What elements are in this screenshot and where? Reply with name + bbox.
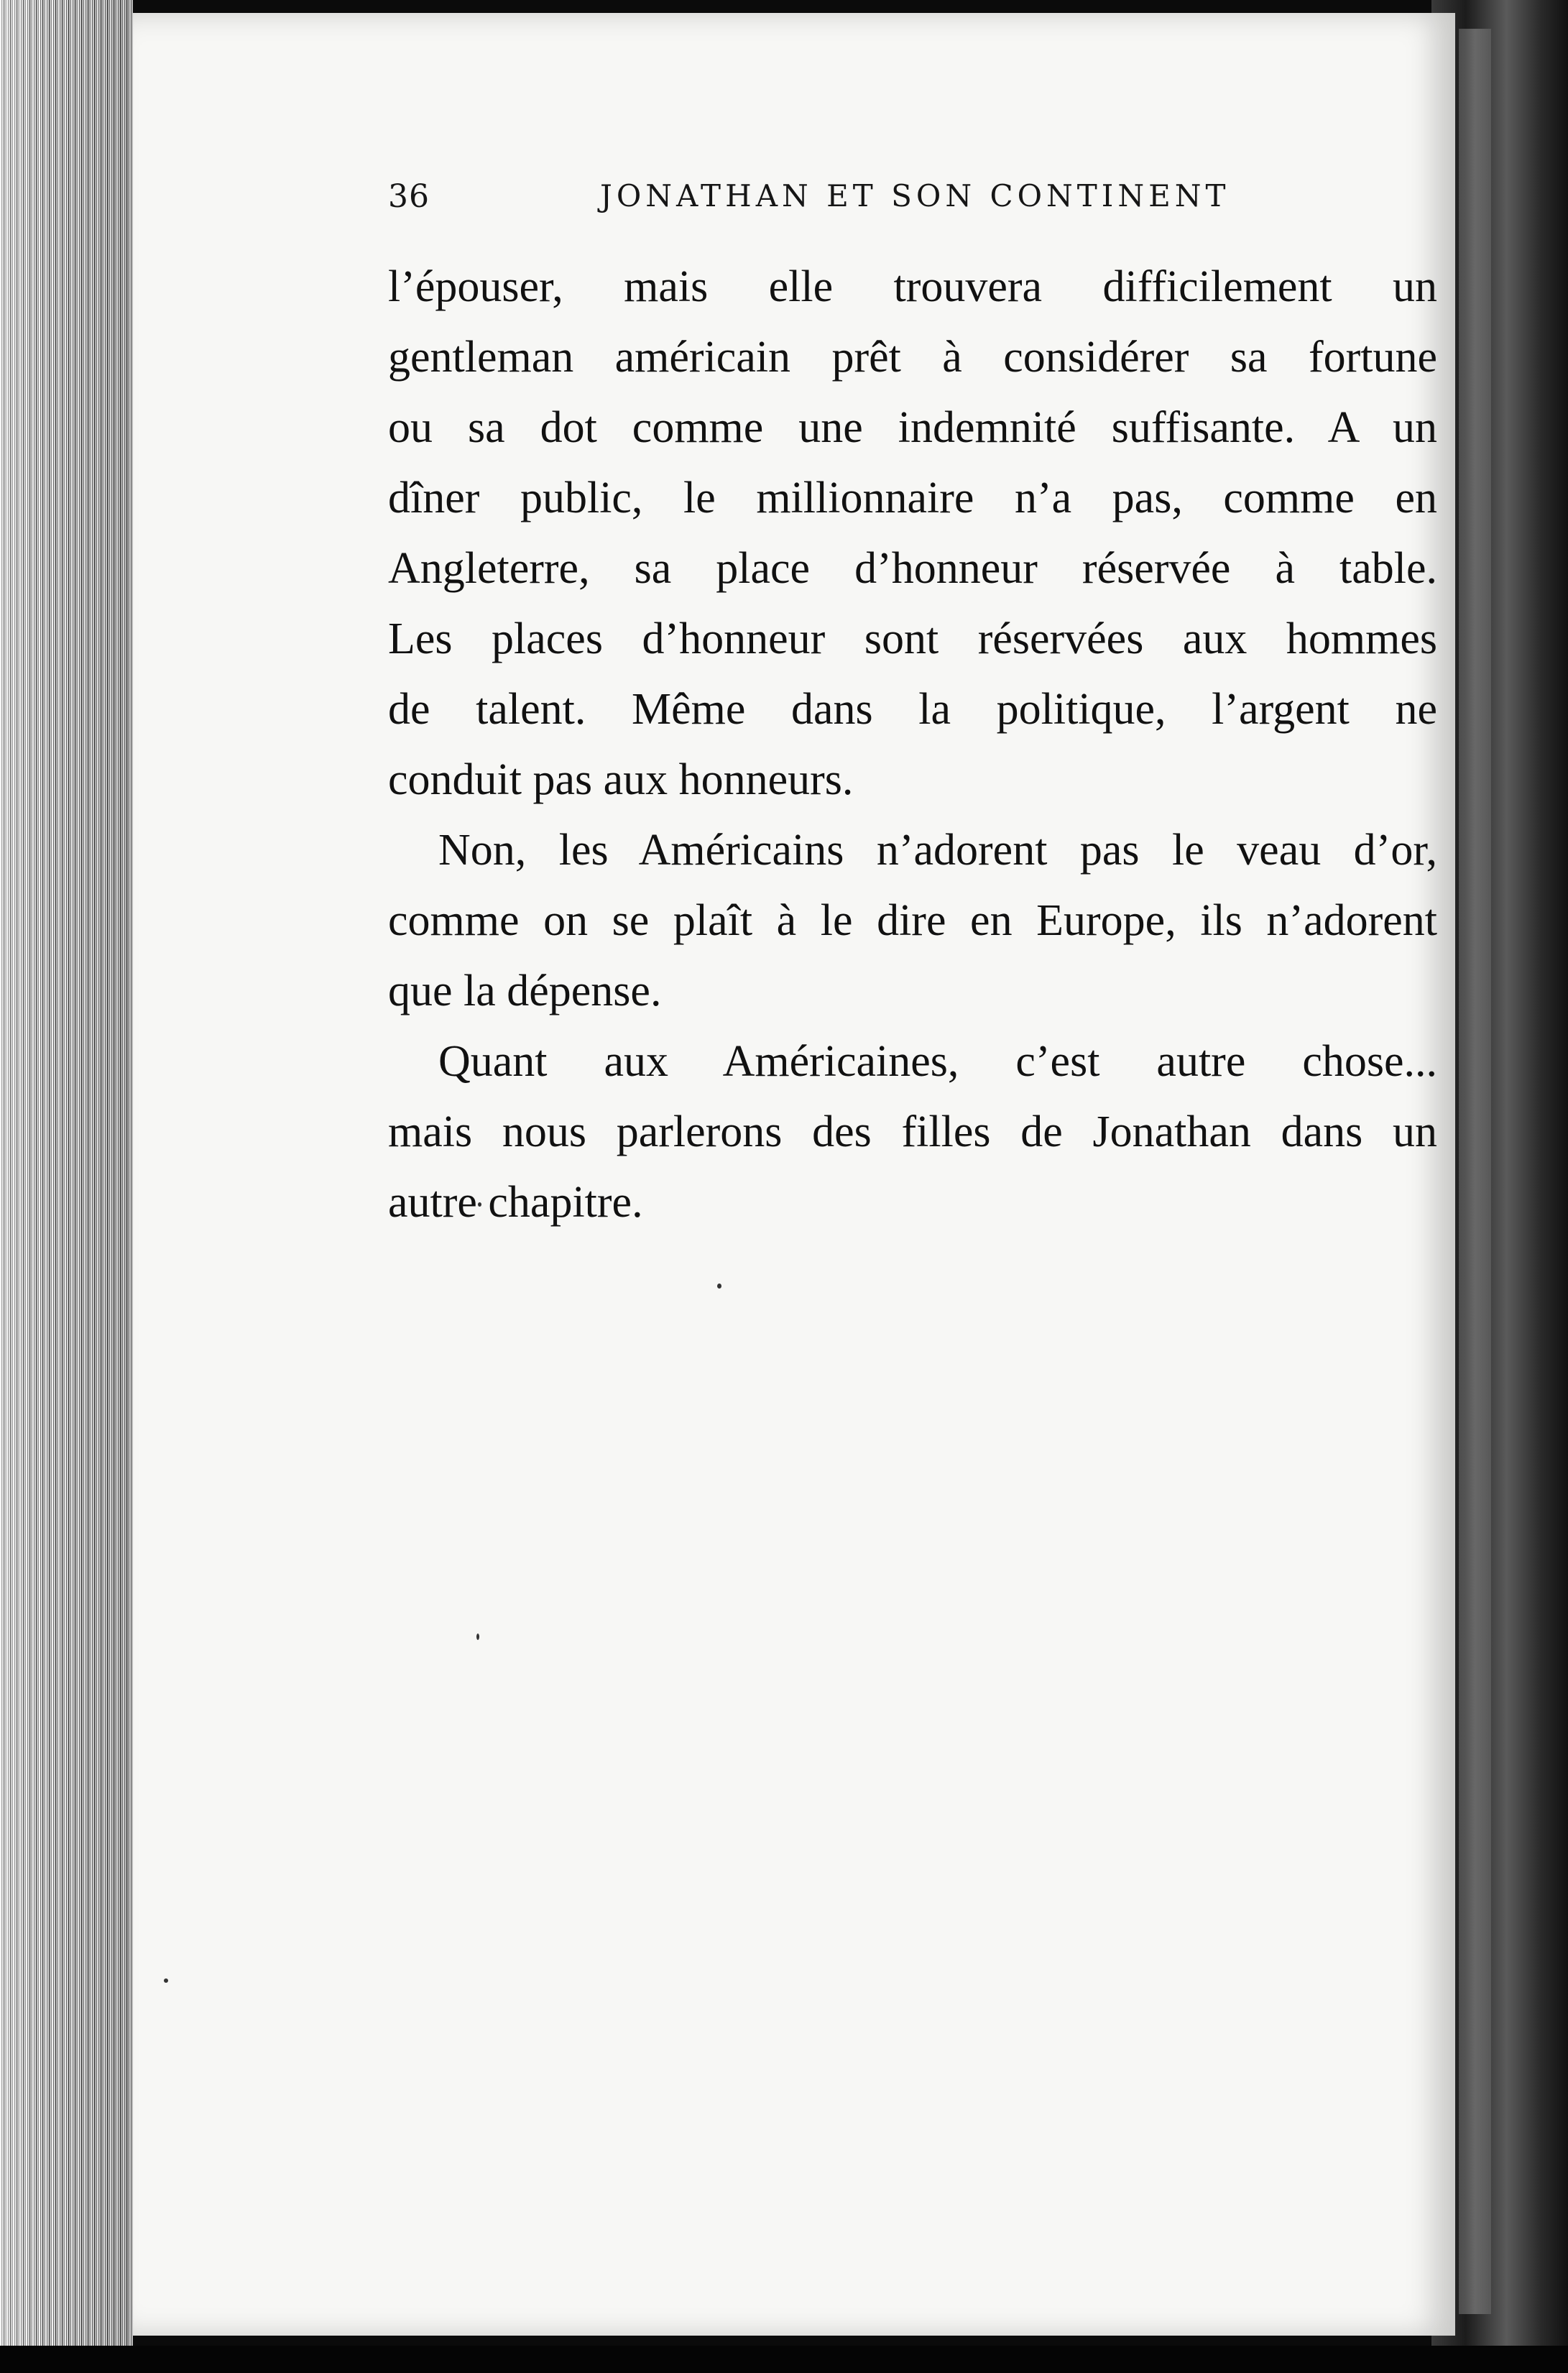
text-line: Quant aux Américaines, c’est autre chose... [438,1037,1437,1086]
text-line: l’épouser, mais elle trouvera difficilement un [388,262,1437,311]
text-line: conduit pas aux honneurs. [388,755,854,804]
scan-bottom-border [0,2346,1568,2373]
text-line: Les places d’honneur sont réservées aux hommes [388,614,1437,663]
text-line: autre chapitre. [388,1178,643,1227]
text-line: dîner public, le millionnaire n’a pas, comme en [388,474,1437,522]
text-line: que la dépense. [388,967,662,1015]
running-header [388,178,1236,229]
ink-speck [164,1978,168,1983]
text-line: Angleterre, sa place d’honneur réservée à table. [388,544,1437,593]
text-line: ou sa dot comme une indemnité suffisante. A un [388,403,1437,452]
running-title: JONATHAN ET SON CONTINENT [600,178,1230,213]
text-line: gentleman américain prêt à considérer sa fortune [388,333,1437,382]
ink-speck [717,1284,721,1289]
ink-speck [476,1634,479,1640]
text-line: comme on se plaît à le dire en Europe, ils n’adorent [388,896,1437,945]
body-text [388,252,1437,1238]
page-number: 36 [388,178,430,215]
text-line: mais nous parlerons des filles de Jonathan dans un [388,1107,1437,1156]
page-edges-left [0,0,133,2373]
text-line: Non, les Américains n’adorent pas le veau d’or, [438,826,1437,875]
text-line: de talent. Même dans la politique, l’argent ne [388,685,1437,734]
